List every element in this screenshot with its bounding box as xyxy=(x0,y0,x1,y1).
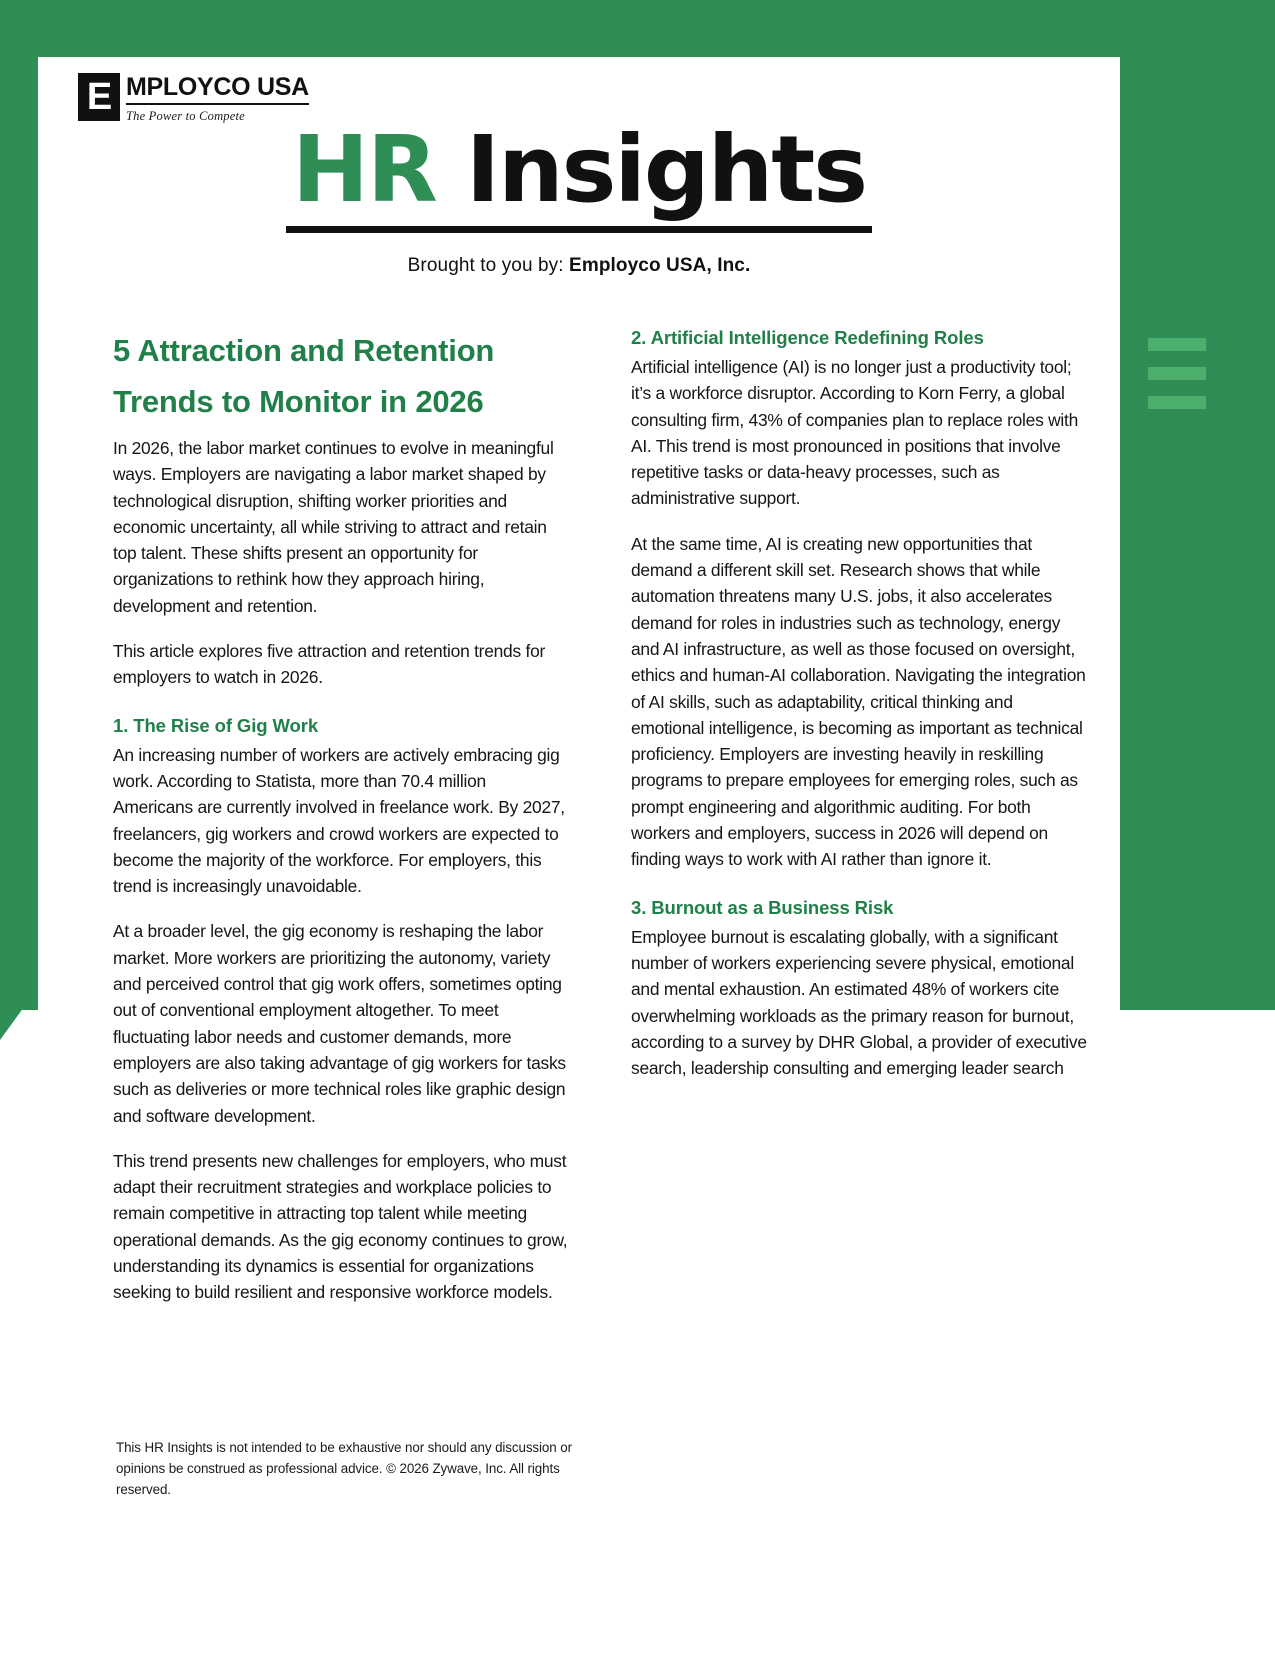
publication-title-rest: Insights xyxy=(435,116,866,223)
section-heading-3: 3. Burnout as a Business Risk xyxy=(631,896,894,918)
section-3-paragraph-1: Employee burnout is escalating globally, with a significant number of workers experiencing severe physical, emotional and mental exhaustion. An estimated 48% of workers cite overwhelming workloads as the primary reason for burnout, according to a survey by DHR Global, a provider of executive search, leadership consulting and emerging leader search xyxy=(631,926,1087,1079)
section-heading-1: 1. The Rise of Gig Work xyxy=(113,714,319,736)
left-column xyxy=(113,325,569,1325)
logo-tagline: The Power to Compete xyxy=(126,109,245,123)
intro-paragraph-2: This article explores five attraction and retention trends for employers to watch in 2026. xyxy=(113,641,546,688)
section-heading-2: 2. Artificial Intelligence Redefining Roles xyxy=(631,327,984,348)
section-1-paragraph-1: An increasing number of workers are actively embracing gig work. According to Statista, more than 70.4 million Americans are currently involved in freelance work. By 2027, freelancers, gig workers and crowd workers are expected to become the majority of the workforce. For employers, this trend is increasingly unavoidable. xyxy=(113,744,565,897)
section-2-paragraph-1: Artificial intelligence (AI) is no longer just a productivity tool; it’s a workforce disruptor. According to Korn Ferry, a global consulting firm, 43% of companies plan to replace roles with AI. This trend is most pronounced in positions that involve repetitive tasks or data-heavy processes, such as administrative support. xyxy=(631,357,1079,509)
brought-to-you-by-prefix: Brought to you by: xyxy=(407,255,570,276)
brought-to-you-by-company: Employco USA, Inc. xyxy=(569,255,751,276)
publication-title xyxy=(286,116,872,233)
decorative-bar-3 xyxy=(1148,396,1206,409)
logo-company-name: MPLOYCO USA xyxy=(126,74,309,105)
logo-text-block xyxy=(126,73,309,124)
logo-mark-e: E xyxy=(78,73,120,121)
section-2-paragraph-2: At the same time, AI is creating new opportunities that demand a different skill set. Research shows that while automation threatens many U.S. jobs, it also accelerates demand for roles in industries such as technology, energy and AI infrastructure, as well as those focused on oversight, ethics and human-AI collaboration. Navigating the integration of AI skills, such as adaptability, critical thinking and emotional intelligence, is becoming as important as technical proficiency. Employers are investing heavily in reskilling programs to prepare employees for emerging roles, such as prompt engineering and algorithmic auditing. For both workers and employers, success in 2026 will depend on finding ways to work with AI rather than ignore it. xyxy=(631,533,1086,870)
publication-title-accent: HR xyxy=(292,116,436,223)
section-1-paragraph-2: At a broader level, the gig economy is reshaping the labor market. More workers are prioritizing the autonomy, variety and perceived control that gig work offers, sometimes opting out of conventional employment altogether. To meet fluctuating labor needs and customer demands, more employers are also taking advantage of gig workers for tasks such as deliveries or more technical roles like graphic design and software development. xyxy=(113,921,566,1126)
decorative-bars xyxy=(1148,338,1206,425)
article-title: 5 Attraction and Retention Trends to Monitor in 2026 xyxy=(113,333,495,419)
brought-to-you-by xyxy=(38,255,1120,277)
right-column xyxy=(631,325,1087,1325)
employco-logo xyxy=(78,73,309,124)
article-columns xyxy=(113,325,1088,1325)
decorative-bar-2 xyxy=(1148,367,1206,380)
footer-disclaimer: This HR Insights is not intended to be exhaustive nor should any discussion or opinions be construed as professional advice. © 2026 Zywave, Inc. All rights reserved. xyxy=(116,1440,572,1497)
intro-paragraph-1: In 2026, the labor market continues to evolve in meaningful ways. Employers are navigating a labor market shaped by technological disruption, shifting worker priorities and economic uncertainty, all while striving to attract and retain top talent. These shifts present an opportunity for organizations to rethink how they approach hiring, development and retention. xyxy=(113,438,554,616)
section-1-paragraph-3: This trend presents new challenges for employers, who must adapt their recruitment strategies and workplace policies to remain competitive in attracting top talent while meeting operational demands. As the gig economy continues to grow, understanding its dynamics is essential for organizations seeking to build resilient and responsive workforce models. xyxy=(113,1150,568,1303)
decorative-bar-1 xyxy=(1148,338,1206,351)
